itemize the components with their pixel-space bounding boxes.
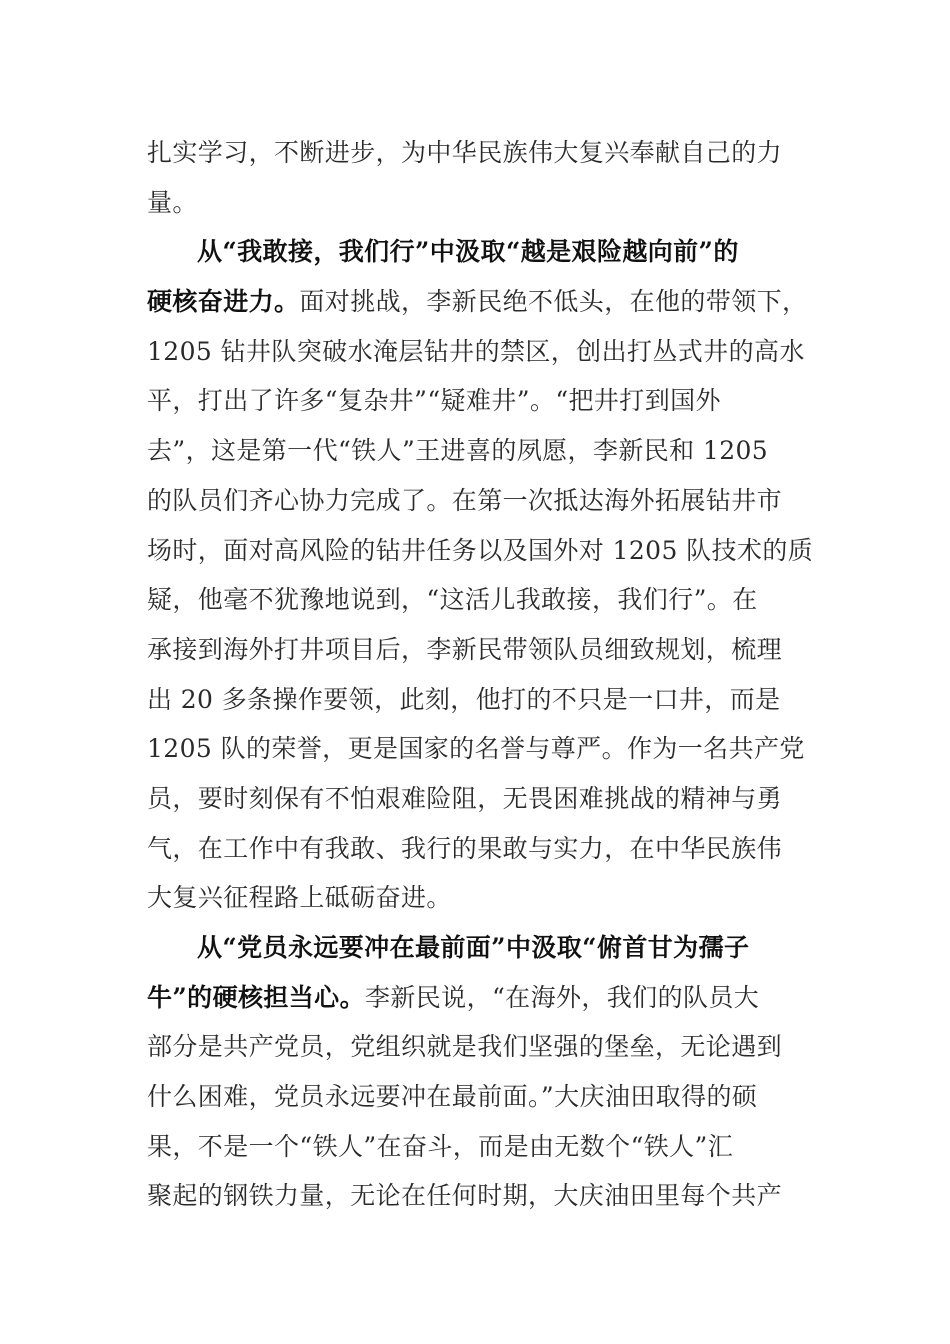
text-line-p2-l1 bbox=[147, 227, 797, 277]
text-line-p3-l2 bbox=[147, 973, 797, 1023]
body-text: 平，打出了许多“复杂井”“疑难井”。“把井打到国外 bbox=[147, 386, 721, 416]
document-body bbox=[147, 128, 814, 1221]
body-text: 场时，面对高风险的钻井任务以及国外对 1205 队技术的质 bbox=[147, 535, 814, 565]
text-line-p3-l1 bbox=[147, 923, 797, 973]
text-line-p3-l5 bbox=[147, 1122, 797, 1172]
body-text: 1205 队的荣誉，更是国家的名誉与尊严。作为一名共产党 bbox=[147, 734, 805, 764]
bold-heading-text: 牛”的硬核担当心。 bbox=[147, 982, 365, 1012]
text-line-p2-l13 bbox=[147, 824, 797, 874]
text-line-p2-l5 bbox=[147, 426, 797, 476]
body-text: 员，要时刻保有不怕艰难险阻，无畏困难挑战的精神与勇 bbox=[147, 783, 783, 813]
body-text: 扎实学习，不断进步，为中华民族伟大复兴奉献自己的力 bbox=[147, 138, 783, 167]
body-text: 聚起的钢铁力量，无论在任何时期，大庆油田里每个共产 bbox=[147, 1181, 783, 1211]
text-line-p2-l9 bbox=[147, 625, 797, 675]
body-text: 李新民说，“在海外，我们的队员大 bbox=[364, 982, 760, 1012]
text-line-p3-l4 bbox=[147, 1072, 797, 1122]
body-text: 什么困难，党员永远要冲在最前面。”大庆油田取得的硕 bbox=[147, 1082, 758, 1112]
body-text: 出 20 多条操作要领，此刻，他打的不只是一口井，而是 bbox=[147, 684, 781, 714]
text-line-p2-l10 bbox=[147, 675, 797, 725]
text-line-p3-l3 bbox=[147, 1022, 797, 1072]
text-line-p2-l11 bbox=[147, 724, 805, 774]
body-text: 大复兴征程路上砥砺奋进。 bbox=[147, 883, 452, 913]
body-text: 部分是共产党员，党组织就是我们坚强的堡垒，无论遇到 bbox=[147, 1032, 783, 1062]
text-line-p3-l6 bbox=[147, 1171, 797, 1221]
bold-heading-text: 硬核奋进力。 bbox=[147, 287, 300, 317]
text-line-p2-l3 bbox=[147, 327, 805, 377]
bold-heading-text: 从“党员永远要冲在最前面”中汲取“俯首甘为孺子 bbox=[197, 933, 750, 962]
text-line-p2-l2 bbox=[147, 277, 808, 327]
text-line-p2-l8 bbox=[147, 575, 797, 625]
body-text: 气，在工作中有我敢、我行的果敢与实力，在中华民族伟 bbox=[147, 833, 783, 863]
body-text: 量。 bbox=[147, 187, 198, 217]
text-line-p2-l14 bbox=[147, 873, 797, 923]
body-text: 1205 钻井队突破水淹层钻井的禁区，创出打丛式井的高水 bbox=[147, 336, 805, 366]
text-line-p2-l4 bbox=[147, 376, 797, 426]
body-text: 疑，他毫不犹豫地说到，“这活儿我敢接，我们行”。在 bbox=[147, 585, 758, 615]
body-text: 面对挑战，李新民绝不低头，在他的带领下， bbox=[299, 287, 808, 317]
text-line-p2-l6 bbox=[147, 476, 797, 526]
text-line-p2-l12 bbox=[147, 774, 797, 824]
body-text: 的队员们齐心协力完成了。在第一次抵达海外拓展钻井市 bbox=[147, 485, 783, 515]
body-text: 去”，这是第一代“铁人”王进喜的夙愿，李新民和 1205 bbox=[147, 436, 769, 466]
body-text: 果，不是一个“铁人”在奋斗，而是由无数个“铁人”汇 bbox=[147, 1131, 734, 1161]
text-line-p2-l7 bbox=[147, 526, 814, 576]
text-line-p1-l1 bbox=[147, 128, 797, 178]
bold-heading-text: 从“我敢接，我们行”中汲取“越是艰险越向前”的 bbox=[197, 237, 739, 267]
text-line-p1-l2 bbox=[147, 178, 797, 228]
body-text: 承接到海外打井项目后，李新民带领队员细致规划，梳理 bbox=[147, 634, 783, 664]
